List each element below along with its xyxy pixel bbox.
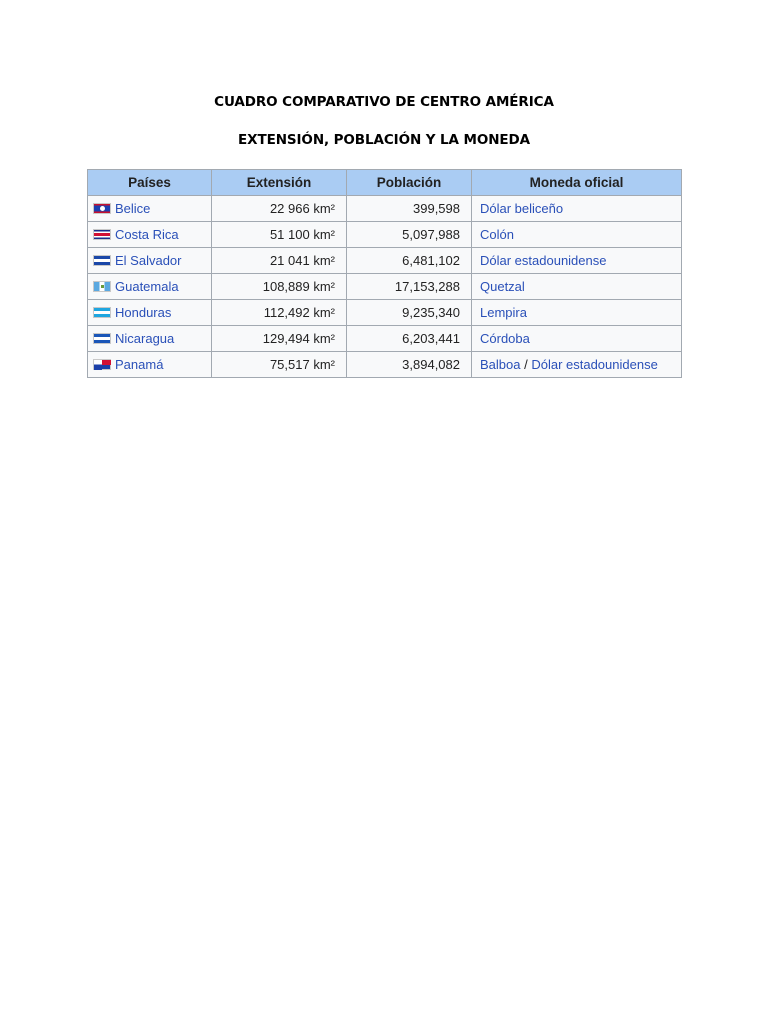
header-extension: Extensión: [212, 170, 347, 196]
population-cell: 3,894,082: [347, 352, 472, 378]
population-cell: 17,153,288: [347, 274, 472, 300]
country-link[interactable]: Panamá: [115, 357, 164, 372]
header-population: Población: [347, 170, 472, 196]
country-cell: [88, 274, 212, 300]
extension-cell: 112,492 km²: [212, 300, 347, 326]
currency-cell: [472, 222, 682, 248]
country-cell: [88, 326, 212, 352]
extension-cell: 75,517 km²: [212, 352, 347, 378]
country-cell: [88, 300, 212, 326]
table-header-row: [88, 170, 682, 196]
population-cell: 6,481,102: [347, 248, 472, 274]
currency-cell: [472, 196, 682, 222]
table-row: [88, 274, 682, 300]
currency-cell: [472, 248, 682, 274]
document-subtitle: EXTENSIÓN, POBLACIÓN Y LA MONEDA: [238, 132, 530, 148]
panama-flag-icon: [93, 359, 111, 370]
table-row: [88, 300, 682, 326]
extension-cell: 51 100 km²: [212, 222, 347, 248]
currency-link[interactable]: Córdoba: [480, 331, 530, 346]
country-link[interactable]: Honduras: [115, 305, 172, 320]
table-row: [88, 222, 682, 248]
country-link[interactable]: El Salvador: [115, 253, 182, 268]
header-currency: Moneda oficial: [472, 170, 682, 196]
table-row: [88, 196, 682, 222]
extension-cell: 22 966 km²: [212, 196, 347, 222]
population-cell: 399,598: [347, 196, 472, 222]
nicaragua-flag-icon: [93, 333, 111, 344]
currency-cell: [472, 274, 682, 300]
country-cell: [88, 248, 212, 274]
extension-cell: 108,889 km²: [212, 274, 347, 300]
currency-cell: [472, 300, 682, 326]
currency-link-secondary[interactable]: Dólar estadounidense: [531, 357, 658, 372]
country-link[interactable]: Nicaragua: [115, 331, 175, 346]
population-cell: 9,235,340: [347, 300, 472, 326]
honduras-flag-icon: [93, 307, 111, 318]
table-row: [88, 326, 682, 352]
currency-link[interactable]: Lempira: [480, 305, 527, 320]
extension-cell: 129,494 km²: [212, 326, 347, 352]
currency-separator: /: [520, 357, 532, 372]
belize-flag-icon: [93, 203, 111, 214]
country-cell: [88, 352, 212, 378]
country-cell: [88, 196, 212, 222]
country-link[interactable]: Guatemala: [115, 279, 179, 294]
document-title: CUADRO COMPARATIVO DE CENTRO AMÉRICA: [214, 94, 554, 110]
currency-link[interactable]: Colón: [480, 227, 514, 242]
currency-link[interactable]: Dólar beliceño: [480, 201, 564, 216]
el-salvador-flag-icon: [93, 255, 111, 266]
table-row: [88, 248, 682, 274]
currency-cell: [472, 326, 682, 352]
extension-cell: 21 041 km²: [212, 248, 347, 274]
country-link[interactable]: Costa Rica: [115, 227, 179, 242]
comparison-table: [87, 169, 682, 378]
currency-link[interactable]: Balboa: [480, 357, 521, 372]
country-cell: [88, 222, 212, 248]
population-cell: 6,203,441: [347, 326, 472, 352]
costa-rica-flag-icon: [93, 229, 111, 240]
currency-link[interactable]: Quetzal: [480, 279, 525, 294]
guatemala-flag-icon: [93, 281, 111, 292]
population-cell: 5,097,988: [347, 222, 472, 248]
table-row: [88, 352, 682, 378]
currency-cell: [472, 352, 682, 378]
currency-link[interactable]: Dólar estadounidense: [480, 253, 607, 268]
header-countries: Países: [88, 170, 212, 196]
country-link[interactable]: Belice: [115, 201, 151, 216]
